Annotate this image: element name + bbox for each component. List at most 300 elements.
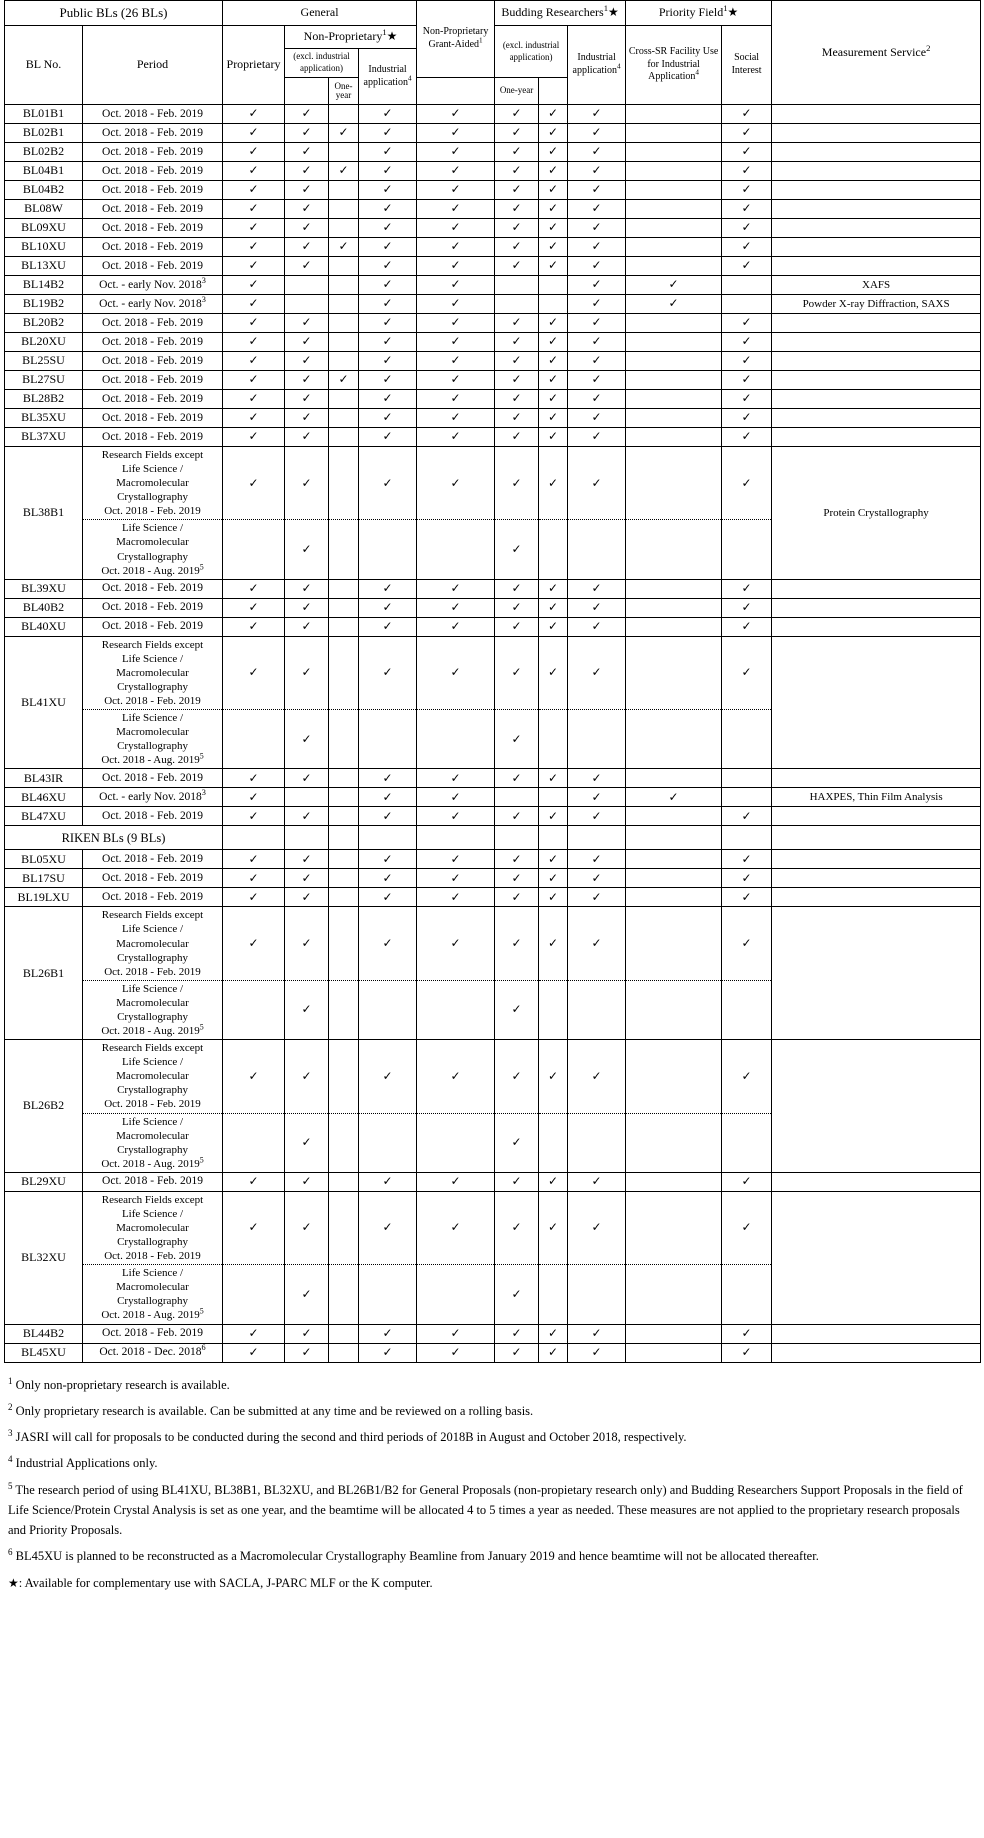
cell-br_excl: ✓ (495, 617, 539, 636)
cell-period: Oct. 2018 - Feb. 2019 (83, 1324, 223, 1343)
cell-br_oneyear: ✓ (539, 850, 568, 869)
cell-cross_sr (626, 636, 722, 709)
cell-cross_sr (626, 447, 722, 520)
cell-grant_aided: ✓ (417, 352, 495, 371)
section-blank-cell (626, 826, 722, 850)
cell-period: Oct. 2018 - Feb. 2019 (83, 807, 223, 826)
period-line: Oct. 2018 - Aug. 2019$^5$ (101, 751, 204, 767)
header-br-blank (417, 78, 495, 105)
cell-bl-no: BL19LXU (5, 888, 83, 907)
cell-br_excl: ✓ (495, 520, 539, 579)
header-non-proprietary (285, 26, 417, 49)
cell-bl-no: BL38B1 (5, 447, 83, 580)
cell-measurement-service (772, 1040, 981, 1173)
period-line: Macromolecular (116, 937, 189, 950)
cell-period: Oct. 2018 - Feb. 2019 (83, 238, 223, 257)
header-proprietary: Proprietary (223, 26, 285, 105)
period-line: Macromolecular (116, 996, 189, 1009)
table-row (5, 143, 981, 162)
cell-cross_sr (626, 1265, 722, 1324)
cell-period: Oct. 2018 - Feb. 2019 (83, 181, 223, 200)
cell-br_oneyear: ✓ (539, 219, 568, 238)
cell-grant_aided (417, 1265, 495, 1324)
cell-np_excl: ✓ (285, 807, 329, 826)
table-row (5, 428, 981, 447)
cell-br_excl: ✓ (495, 333, 539, 352)
header-period: Period (83, 26, 223, 105)
cell-grant_aided: ✓ (417, 314, 495, 333)
cell-br_industrial: ✓ (568, 788, 626, 807)
cell-measurement-service (772, 1191, 981, 1324)
table-row (5, 850, 981, 869)
cell-cross_sr (626, 710, 722, 769)
cell-period: Oct. 2018 - Feb. 2019 (83, 390, 223, 409)
period-line: Life Science / (121, 1115, 184, 1128)
cell-br_excl: ✓ (495, 124, 539, 143)
table-row (5, 124, 981, 143)
table-row (5, 257, 981, 276)
period-line: Macromolecular (116, 1281, 189, 1294)
cell-grant_aided: ✓ (417, 1040, 495, 1113)
cell-social_interest: ✓ (722, 143, 772, 162)
cell-period: Oct. 2018 - Feb. 2019 (83, 617, 223, 636)
cell-br_excl: ✓ (495, 181, 539, 200)
cell-cross_sr (626, 200, 722, 219)
period-line: Oct. 2018 - Feb. 2019 (104, 1250, 201, 1263)
cell-br_oneyear: ✓ (539, 888, 568, 907)
cell-social_interest: ✓ (722, 1172, 772, 1191)
table-row (5, 295, 981, 314)
cell-np_oneyear (329, 276, 359, 295)
cell-br_excl (495, 788, 539, 807)
table-row-split-upper (5, 907, 981, 980)
cell-bl-no: BL20XU (5, 333, 83, 352)
header-budding-industrial-text: Industrial application (572, 52, 617, 76)
cell-br_oneyear (539, 1265, 568, 1324)
footnote-ref: 1 (723, 3, 728, 14)
header-budding-researchers (495, 1, 626, 26)
footnote-ref: 5 (199, 751, 204, 761)
table-row (5, 276, 981, 295)
cell-measurement-service (772, 1343, 981, 1362)
cell-grant_aided (417, 710, 495, 769)
cell-period: Oct. 2018 - Feb. 2019 (83, 352, 223, 371)
cell-bl-no: BL01B1 (5, 105, 83, 124)
cell-proprietary: ✓ (223, 807, 285, 826)
cell-np_excl: ✓ (285, 769, 329, 788)
cell-br_oneyear (539, 710, 568, 769)
cell-np_oneyear (329, 390, 359, 409)
cell-social_interest: ✓ (722, 105, 772, 124)
cell-br_oneyear: ✓ (539, 598, 568, 617)
cell-np_excl (285, 276, 329, 295)
cell-social_interest: ✓ (722, 636, 772, 709)
header-row-1 (5, 1, 981, 26)
period-line: Macromolecular (116, 666, 189, 679)
cell-bl-no: BL41XU (5, 636, 83, 769)
cell-social_interest: ✓ (722, 162, 772, 181)
cell-grant_aided: ✓ (417, 850, 495, 869)
cell-np_oneyear (329, 1191, 359, 1264)
section-blank-cell (223, 826, 285, 850)
cell-np_excl: ✓ (285, 850, 329, 869)
footnote-text: BL45XU is planned to be reconstructed as a Macromolecular Crystallography Beamline from January 2019 and hence beamtime will not be allocated thereafter. (15, 1549, 819, 1564)
footnote (8, 1573, 968, 1593)
cell-np_industrial: ✓ (359, 428, 417, 447)
cell-np_oneyear (329, 1324, 359, 1343)
cell-br_industrial: ✓ (568, 428, 626, 447)
cell-bl-no: BL10XU (5, 238, 83, 257)
cell-br_excl: ✓ (495, 598, 539, 617)
cell-proprietary: ✓ (223, 1040, 285, 1113)
cell-br_oneyear: ✓ (539, 124, 568, 143)
table-row (5, 617, 981, 636)
period-line: Life Science / (121, 712, 184, 725)
period-line: Macromolecular (116, 1129, 189, 1142)
cell-grant_aided: ✓ (417, 579, 495, 598)
cell-grant_aided: ✓ (417, 295, 495, 314)
header-public-bls: Public BLs (26 BLs) (5, 1, 223, 26)
cell-grant_aided: ✓ (417, 390, 495, 409)
cell-np_excl: ✓ (285, 314, 329, 333)
footnote-marker: 3 (8, 1427, 13, 1438)
cell-br_industrial: ✓ (568, 295, 626, 314)
cell-social_interest: ✓ (722, 219, 772, 238)
cell-period: Oct. 2018 - Feb. 2019 (83, 869, 223, 888)
cell-proprietary: ✓ (223, 579, 285, 598)
star-icon: ★ (727, 5, 739, 20)
cell-grant_aided: ✓ (417, 181, 495, 200)
cell-br_oneyear: ✓ (539, 371, 568, 390)
cell-period (83, 636, 223, 709)
header-general: General (223, 1, 417, 26)
cell-grant_aided: ✓ (417, 769, 495, 788)
cell-np_industrial: ✓ (359, 371, 417, 390)
cell-bl-no: BL32XU (5, 1191, 83, 1324)
cell-grant_aided: ✓ (417, 333, 495, 352)
cell-bl-no: BL05XU (5, 850, 83, 869)
footnote-marker: 2 (8, 1401, 13, 1412)
section-title: RIKEN BLs (9 BLs) (5, 826, 223, 850)
footnote-ref: 4 (407, 74, 412, 83)
cell-br_industrial (568, 710, 626, 769)
period-line: Crystallography (117, 740, 188, 753)
period-line: Research Fields except (101, 638, 204, 651)
table-row-split-upper (5, 1191, 981, 1264)
cell-proprietary: ✓ (223, 769, 285, 788)
cell-proprietary: ✓ (223, 598, 285, 617)
cell-br_oneyear: ✓ (539, 1191, 568, 1264)
cell-cross_sr (626, 850, 722, 869)
cell-br_oneyear: ✓ (539, 181, 568, 200)
header-priority-field-text: Priority Field (658, 5, 724, 20)
cell-np_industrial: ✓ (359, 888, 417, 907)
cell-br_oneyear: ✓ (539, 200, 568, 219)
period-line: Macromolecular (116, 1070, 189, 1083)
cell-cross_sr (626, 219, 722, 238)
cell-np_excl: ✓ (285, 333, 329, 352)
period-line: Crystallography (117, 1143, 188, 1156)
cell-np_industrial: ✓ (359, 579, 417, 598)
cell-bl-no: BL26B2 (5, 1040, 83, 1173)
cell-proprietary: ✓ (223, 617, 285, 636)
cell-measurement-service (772, 907, 981, 1040)
cell-np_oneyear (329, 869, 359, 888)
cell-cross_sr (626, 181, 722, 200)
period-line: Crystallography (117, 550, 188, 563)
cell-br_oneyear: ✓ (539, 352, 568, 371)
cell-social_interest (722, 710, 772, 769)
cell-br_excl: ✓ (495, 907, 539, 980)
cell-grant_aided: ✓ (417, 636, 495, 709)
cell-np_excl: ✓ (285, 219, 329, 238)
cell-np_excl: ✓ (285, 124, 329, 143)
cell-np_oneyear (329, 636, 359, 709)
cell-period: Oct. 2018 - Feb. 2019 (83, 333, 223, 352)
cell-cross_sr (626, 124, 722, 143)
cell-br_industrial: ✓ (568, 105, 626, 124)
cell-br_oneyear (539, 1113, 568, 1172)
cell-proprietary: ✓ (223, 314, 285, 333)
cell-np_industrial: ✓ (359, 352, 417, 371)
cell-np_oneyear (329, 181, 359, 200)
cell-br_oneyear: ✓ (539, 869, 568, 888)
cell-grant_aided: ✓ (417, 1343, 495, 1362)
cell-np_oneyear (329, 788, 359, 807)
cell-proprietary: ✓ (223, 850, 285, 869)
footnote-ref: 6 (201, 1343, 206, 1353)
cell-br_excl: ✓ (495, 390, 539, 409)
cell-proprietary: ✓ (223, 124, 285, 143)
cell-np_excl: ✓ (285, 617, 329, 636)
cell-br_oneyear: ✓ (539, 1324, 568, 1343)
cell-cross_sr (626, 869, 722, 888)
cell-np_industrial: ✓ (359, 769, 417, 788)
cell-np_industrial: ✓ (359, 636, 417, 709)
section-blank-cell (772, 826, 981, 850)
cell-np_excl: ✓ (285, 371, 329, 390)
cell-np_excl: ✓ (285, 1191, 329, 1264)
cell-period (83, 1113, 223, 1172)
cell-measurement-service (772, 352, 981, 371)
cell-measurement-service (772, 869, 981, 888)
cell-social_interest (722, 788, 772, 807)
cell-br_industrial (568, 1265, 626, 1324)
footnote-text: The research period of using BL41XU, BL38B1, BL32XU, and BL26B1/B2 for General Proposals (non-propietary research only) and Budding Researchers Support Proposals in the field of Life Science/Protein Crystal Analysis is set as one year, and the beamtime will be allocated 4 to 5 times a year as needed. These measures are not applied to the proprietary research proposals and Priority Proposals. (8, 1482, 963, 1538)
table-body (5, 105, 981, 1363)
cell-grant_aided: ✓ (417, 617, 495, 636)
cell-grant_aided: ✓ (417, 1324, 495, 1343)
cell-period: Oct. - early Nov. 2018$^3$ (83, 276, 223, 295)
cell-br_industrial: ✓ (568, 219, 626, 238)
cell-br_oneyear: ✓ (539, 333, 568, 352)
section-blank-cell (359, 826, 417, 850)
cell-np_industrial: ✓ (359, 447, 417, 520)
cell-measurement-service (772, 579, 981, 598)
cell-measurement-service (772, 428, 981, 447)
cell-np_industrial: ✓ (359, 181, 417, 200)
cell-br_excl: ✓ (495, 409, 539, 428)
cell-br_oneyear (539, 980, 568, 1039)
cell-np_oneyear (329, 409, 359, 428)
cell-proprietary: ✓ (223, 636, 285, 709)
cell-np_oneyear (329, 980, 359, 1039)
cell-period (83, 980, 223, 1039)
cell-br_oneyear (539, 295, 568, 314)
table-row (5, 1324, 981, 1343)
cell-br_excl: ✓ (495, 1040, 539, 1113)
cell-br_industrial: ✓ (568, 409, 626, 428)
cell-grant_aided: ✓ (417, 428, 495, 447)
cell-np_excl: ✓ (285, 907, 329, 980)
cell-social_interest: ✓ (722, 907, 772, 980)
cell-br_oneyear: ✓ (539, 636, 568, 709)
cell-br_oneyear: ✓ (539, 1040, 568, 1113)
cell-np_oneyear (329, 1113, 359, 1172)
period-line: Life Science / (121, 652, 184, 665)
cell-proprietary: ✓ (223, 447, 285, 520)
cell-np_industrial: ✓ (359, 1343, 417, 1362)
cell-np_oneyear (329, 314, 359, 333)
cell-social_interest: ✓ (722, 352, 772, 371)
cell-bl-no: BL19B2 (5, 295, 83, 314)
cell-cross_sr: ✓ (626, 295, 722, 314)
cell-br_excl: ✓ (495, 1113, 539, 1172)
cell-br_industrial: ✓ (568, 636, 626, 709)
cell-br_industrial: ✓ (568, 447, 626, 520)
cell-br_industrial: ✓ (568, 579, 626, 598)
cell-np_industrial (359, 980, 417, 1039)
cell-bl-no: BL04B2 (5, 181, 83, 200)
cell-np_industrial: ✓ (359, 143, 417, 162)
header-budding-industrial-application (568, 26, 626, 105)
cell-np_excl: ✓ (285, 869, 329, 888)
cell-br_oneyear: ✓ (539, 105, 568, 124)
period-line: Crystallography (117, 491, 188, 504)
cell-proprietary: ✓ (223, 1172, 285, 1191)
cell-period: Oct. 2018 - Feb. 2019 (83, 371, 223, 390)
period-line: Macromolecular (116, 1221, 189, 1234)
period-line: Crystallography (117, 680, 188, 693)
cell-br_oneyear: ✓ (539, 409, 568, 428)
table-header (5, 1, 981, 105)
cell-np_industrial: ✓ (359, 1172, 417, 1191)
cell-social_interest: ✓ (722, 807, 772, 826)
cell-social_interest: ✓ (722, 1191, 772, 1264)
period-line: Crystallography (117, 951, 188, 964)
cell-bl-no: BL09XU (5, 219, 83, 238)
footnote-text: JASRI will call for proposals to be conducted during the second and third periods of 2018B in August and October 2018, respectively. (15, 1430, 687, 1445)
cell-period: Oct. 2018 - Feb. 2019 (83, 1172, 223, 1191)
cell-br_excl: ✓ (495, 710, 539, 769)
cell-br_oneyear: ✓ (539, 314, 568, 333)
period-line: Oct. 2018 - Feb. 2019 (104, 695, 201, 708)
period-line: Life Science / (121, 1207, 184, 1220)
cell-np_excl: ✓ (285, 352, 329, 371)
cell-br_industrial: ✓ (568, 124, 626, 143)
period-line: Oct. 2018 - Aug. 2019$^5$ (101, 1022, 204, 1038)
cell-grant_aided (417, 1113, 495, 1172)
cell-bl-no: BL25SU (5, 352, 83, 371)
cell-period: Oct. 2018 - Feb. 2019 (83, 888, 223, 907)
cell-cross_sr (626, 1113, 722, 1172)
table-row-split-upper (5, 1040, 981, 1113)
cell-br_industrial: ✓ (568, 314, 626, 333)
cell-cross_sr (626, 807, 722, 826)
cell-np_industrial: ✓ (359, 276, 417, 295)
cell-np_industrial: ✓ (359, 257, 417, 276)
cell-np_oneyear (329, 710, 359, 769)
cell-br_oneyear: ✓ (539, 257, 568, 276)
footnote (8, 1480, 968, 1541)
cell-proprietary (223, 1265, 285, 1324)
cell-grant_aided: ✓ (417, 788, 495, 807)
cell-period: Oct. - early Nov. 2018$^3$ (83, 788, 223, 807)
cell-br_industrial: ✓ (568, 200, 626, 219)
cell-cross_sr (626, 352, 722, 371)
period-line: Oct. 2018 - Feb. 2019 (104, 505, 201, 518)
cell-np_industrial (359, 520, 417, 579)
cell-br_industrial (568, 520, 626, 579)
cell-measurement-service (772, 850, 981, 869)
footnote-ref: 5 (199, 1155, 204, 1165)
cell-bl-no: BL37XU (5, 428, 83, 447)
header-priority-field (626, 1, 772, 26)
table-row (5, 579, 981, 598)
cell-bl-no: BL27SU (5, 371, 83, 390)
cell-social_interest: ✓ (722, 371, 772, 390)
cell-np_excl: ✓ (285, 888, 329, 907)
cell-cross_sr (626, 907, 722, 980)
cell-br_oneyear: ✓ (539, 162, 568, 181)
cell-br_excl: ✓ (495, 579, 539, 598)
period-line: Oct. 2018 - Aug. 2019$^5$ (101, 1306, 204, 1322)
footnote-ref: 4 (616, 62, 621, 71)
period-line: Oct. 2018 - Feb. 2019 (104, 1098, 201, 1111)
table-row (5, 769, 981, 788)
cell-np_industrial: ✓ (359, 598, 417, 617)
cell-br_oneyear: ✓ (539, 617, 568, 636)
cell-social_interest: ✓ (722, 124, 772, 143)
cell-np_excl: ✓ (285, 1172, 329, 1191)
cell-social_interest (722, 520, 772, 579)
footnote-ref: 5 (199, 561, 204, 571)
cell-cross_sr (626, 143, 722, 162)
cell-bl-no: BL29XU (5, 1172, 83, 1191)
period-line: Life Science / (121, 923, 184, 936)
cell-measurement-service (772, 888, 981, 907)
header-br-one-year: One-year (495, 78, 539, 105)
cell-np_industrial: ✓ (359, 105, 417, 124)
cell-np_industrial: ✓ (359, 333, 417, 352)
header-bl-no: BL No. (5, 26, 83, 105)
cell-cross_sr (626, 520, 722, 579)
cell-br_excl: ✓ (495, 980, 539, 1039)
cell-social_interest: ✓ (722, 617, 772, 636)
cell-social_interest: ✓ (722, 314, 772, 333)
cell-np_excl: ✓ (285, 428, 329, 447)
cell-measurement-service (772, 409, 981, 428)
cell-measurement-service (772, 162, 981, 181)
cell-period (83, 1040, 223, 1113)
cell-np_excl: ✓ (285, 636, 329, 709)
cell-bl-no: BL28B2 (5, 390, 83, 409)
cell-bl-no: BL13XU (5, 257, 83, 276)
section-blank-cell (285, 826, 329, 850)
cell-np_oneyear (329, 333, 359, 352)
cell-grant_aided: ✓ (417, 907, 495, 980)
footnote-ref: 1 (603, 3, 608, 14)
